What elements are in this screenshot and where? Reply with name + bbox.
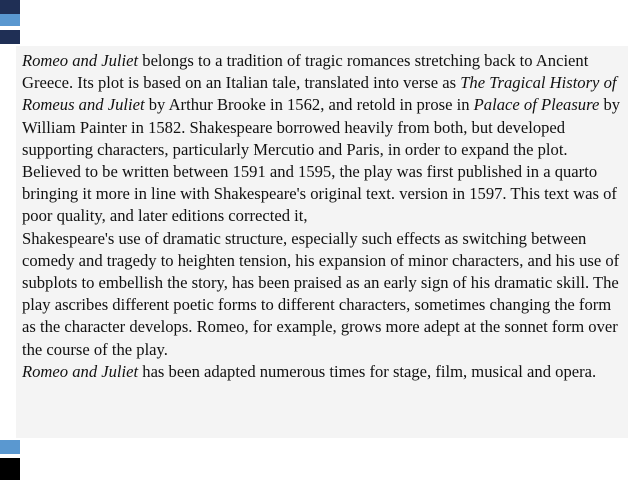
- text-segment: by William Painter in 1582. Shakespeare borrowed heavily from both, but developed supporting characters, particularly Mercutio and Paris, in order to expand the plot. Believed to be written between 1591 and 1595, the play was first published in a quarto bringing it more in line with Shakespeare's original text. version in 1597. This text was of poor quality, and later editions corrected it,: [22, 95, 621, 226]
- text-segment: Romeo and Juliet: [22, 51, 139, 70]
- paragraph-2: [22, 228, 622, 361]
- text-segment: belongs to a tradition of tragic romances stretching back to Ancient Greece. Its plot is based on an Italian tale, translated into verse as: [22, 51, 589, 93]
- text-segment: by Arthur Brooke in 1562, and retold in prose in: [144, 95, 474, 115]
- text-panel: [16, 46, 628, 438]
- stripe-dark: [0, 0, 20, 14]
- paragraph-3: [22, 361, 622, 383]
- document-body: [22, 50, 622, 383]
- stripe-light: [0, 14, 20, 26]
- text-segment: The Tragical History of Romeus and Juliet: [22, 73, 617, 115]
- stripe-light: [0, 440, 20, 454]
- text-segment: Romeo and Juliet: [22, 361, 139, 381]
- text-segment: Palace of Pleasure: [473, 95, 600, 115]
- text-segment: has been adapted numerous times for stage, film, musical and opera.: [138, 361, 597, 381]
- text-segment: Shakespeare's use of dramatic structure, especially such effects as switching between comedy and tragedy to heighten tension, his expansion of minor characters, and his use of subplots to embellish the story, has been praised as an early sign of his dramatic skill. The play ascribes different poetic forms to different characters, sometimes changing the form as the character develops. Romeo, for example, grows more adept at the sonnet form over the course of the play.: [22, 228, 620, 359]
- stripe-dark: [0, 30, 20, 44]
- stripe-dark: [0, 458, 20, 480]
- paragraph-1: [22, 50, 622, 228]
